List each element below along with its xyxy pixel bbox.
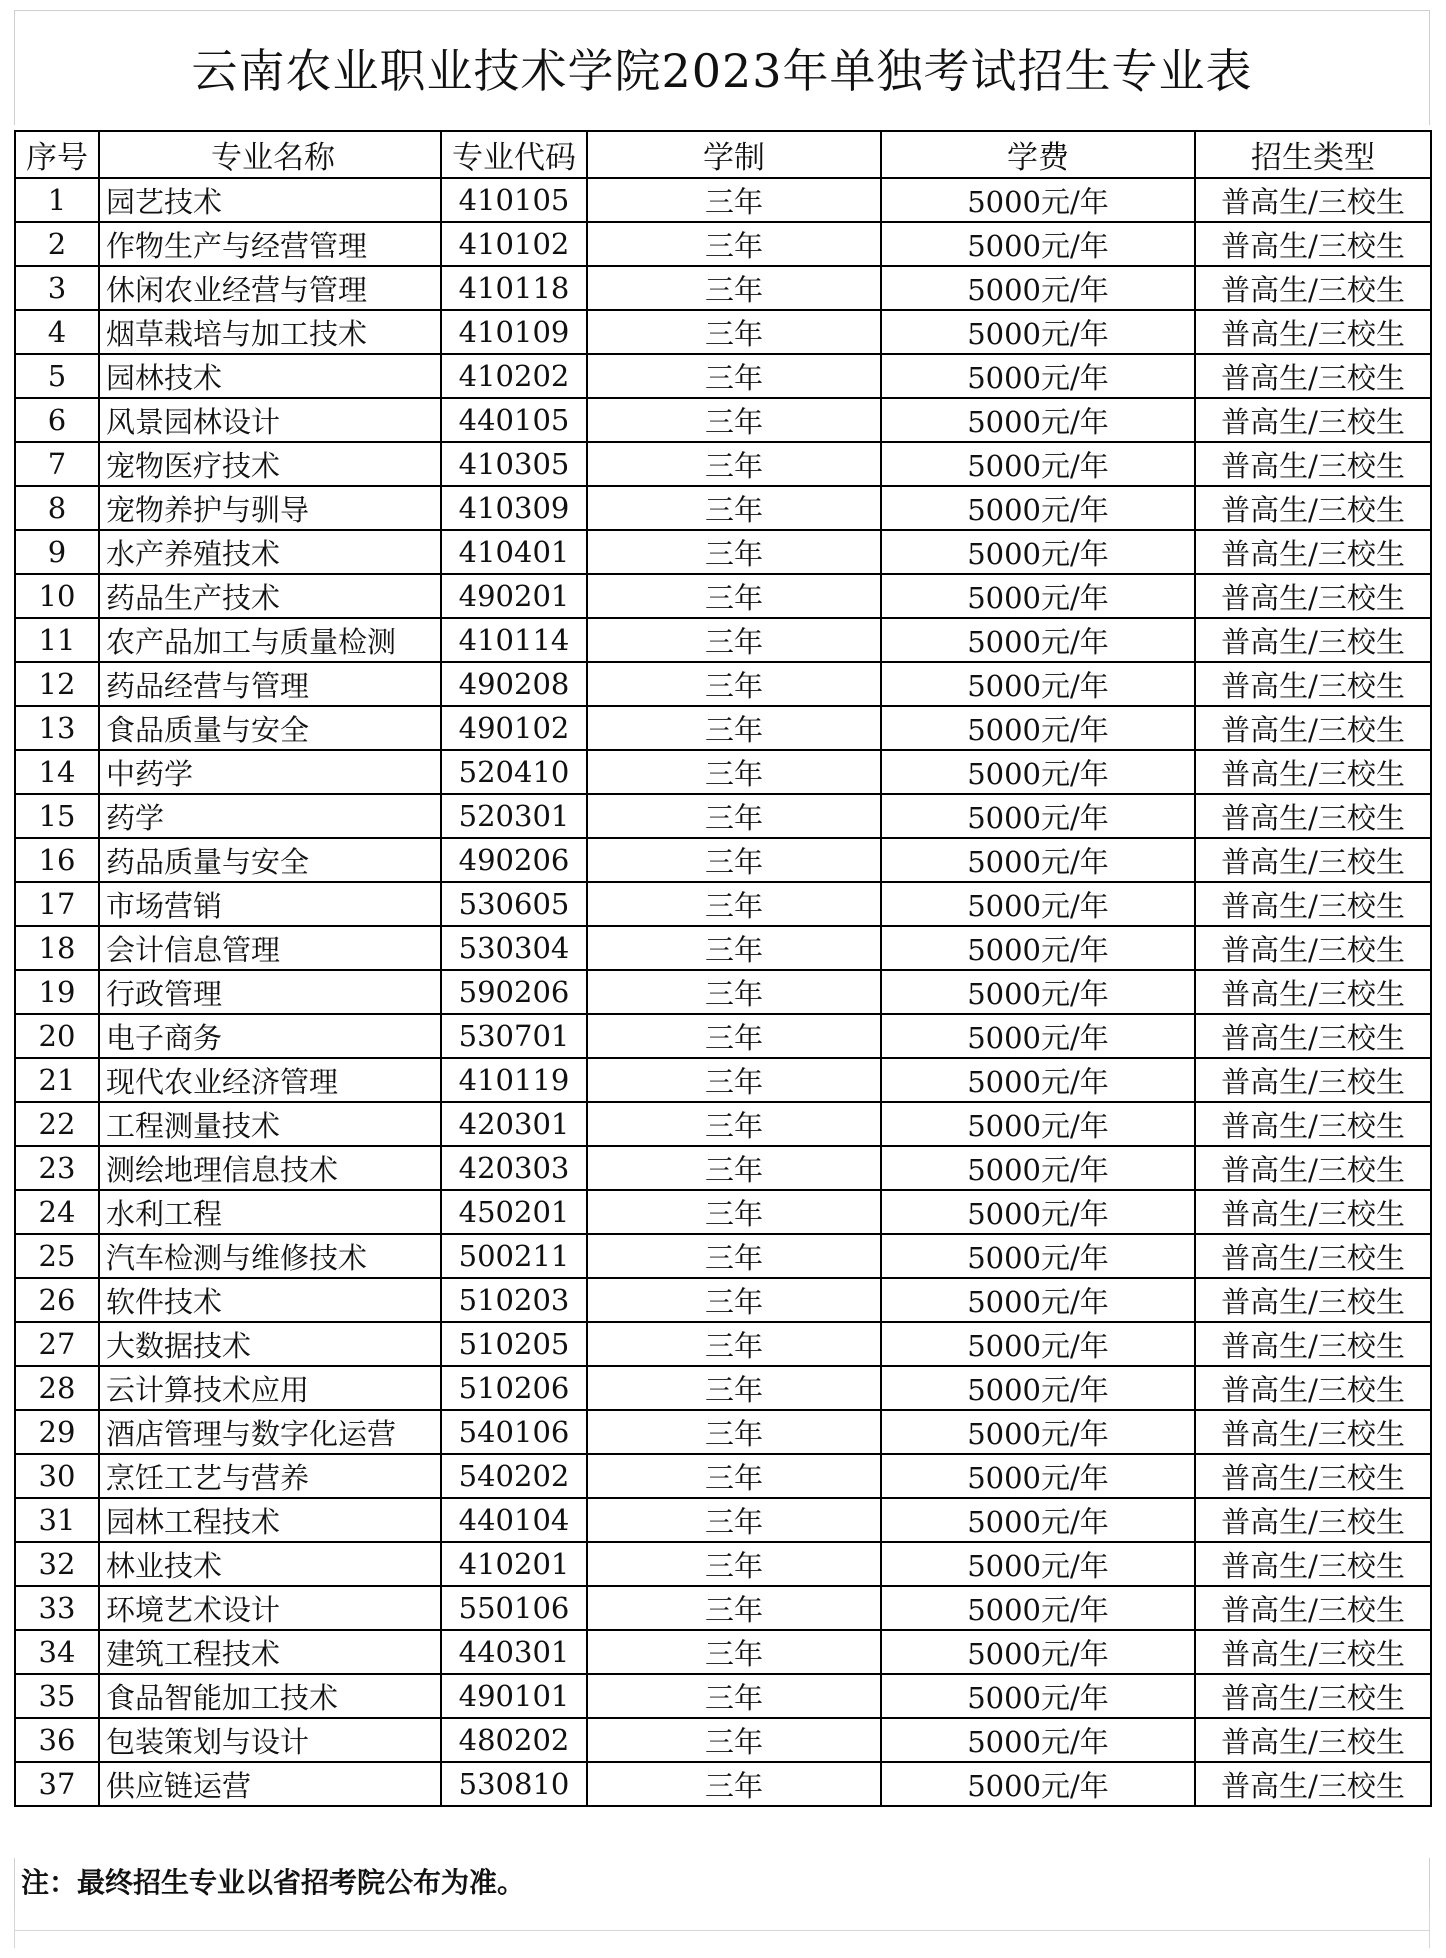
row-no-cell: 25 [15, 1234, 99, 1278]
row-no-cell: 16 [15, 838, 99, 882]
major-name-cell: 工程测量技术 [99, 1102, 441, 1146]
tuition-cell: 5000元/年 [881, 706, 1195, 750]
row-no-cell: 5 [15, 354, 99, 398]
major-code-cell: 530701 [441, 1014, 587, 1058]
major-code-cell: 410118 [441, 266, 587, 310]
enrollment-type-cell: 普高生/三校生 [1195, 1762, 1431, 1806]
duration-cell: 三年 [587, 1630, 881, 1674]
row-no-cell: 37 [15, 1762, 99, 1806]
table-row [15, 398, 1431, 442]
duration-cell: 三年 [587, 838, 881, 882]
major-name-cell: 软件技术 [99, 1278, 441, 1322]
table-row [15, 882, 1431, 926]
major-code-cell: 420301 [441, 1102, 587, 1146]
row-no-cell: 24 [15, 1190, 99, 1234]
tuition-cell: 5000元/年 [881, 926, 1195, 970]
major-name-cell: 宠物医疗技术 [99, 442, 441, 486]
duration-cell: 三年 [587, 486, 881, 530]
table-row [15, 1586, 1431, 1630]
major-code-cell: 410202 [441, 354, 587, 398]
table-row [15, 574, 1431, 618]
header-duration: 学制 [587, 131, 881, 178]
duration-cell: 三年 [587, 530, 881, 574]
major-name-cell: 农产品加工与质量检测 [99, 618, 441, 662]
major-code-cell: 530605 [441, 882, 587, 926]
row-no-cell: 18 [15, 926, 99, 970]
tuition-cell: 5000元/年 [881, 178, 1195, 222]
major-name-cell: 烟草栽培与加工技术 [99, 310, 441, 354]
duration-cell: 三年 [587, 970, 881, 1014]
grid-line [1429, 1908, 1430, 1948]
duration-cell: 三年 [587, 706, 881, 750]
duration-cell: 三年 [587, 1278, 881, 1322]
table-row [15, 706, 1431, 750]
major-code-cell: 410102 [441, 222, 587, 266]
major-name-cell: 包装策划与设计 [99, 1718, 441, 1762]
major-code-cell: 520410 [441, 750, 587, 794]
tuition-cell: 5000元/年 [881, 1014, 1195, 1058]
header-no: 序号 [15, 131, 99, 178]
enrollment-type-cell: 普高生/三校生 [1195, 1674, 1431, 1718]
row-no-cell: 23 [15, 1146, 99, 1190]
table-row [15, 1322, 1431, 1366]
tuition-cell: 5000元/年 [881, 1454, 1195, 1498]
enrollment-type-cell: 普高生/三校生 [1195, 1542, 1431, 1586]
header-major-code: 专业代码 [441, 131, 587, 178]
enrollment-type-cell: 普高生/三校生 [1195, 1322, 1431, 1366]
duration-cell: 三年 [587, 882, 881, 926]
row-no-cell: 22 [15, 1102, 99, 1146]
major-code-cell: 490101 [441, 1674, 587, 1718]
major-name-cell: 环境艺术设计 [99, 1586, 441, 1630]
tuition-cell: 5000元/年 [881, 354, 1195, 398]
enrollment-type-cell: 普高生/三校生 [1195, 1234, 1431, 1278]
major-name-cell: 市场营销 [99, 882, 441, 926]
enrollment-type-cell: 普高生/三校生 [1195, 222, 1431, 266]
tuition-cell: 5000元/年 [881, 838, 1195, 882]
row-no-cell: 36 [15, 1718, 99, 1762]
table-row [15, 442, 1431, 486]
major-code-cell: 410305 [441, 442, 587, 486]
grid-line [14, 1908, 15, 1948]
tuition-cell: 5000元/年 [881, 574, 1195, 618]
duration-cell: 三年 [587, 310, 881, 354]
major-code-cell: 590206 [441, 970, 587, 1014]
table-row [15, 266, 1431, 310]
row-no-cell: 10 [15, 574, 99, 618]
major-name-cell: 会计信息管理 [99, 926, 441, 970]
major-code-cell: 540106 [441, 1410, 587, 1454]
row-no-cell: 28 [15, 1366, 99, 1410]
duration-cell: 三年 [587, 354, 881, 398]
row-no-cell: 30 [15, 1454, 99, 1498]
major-name-cell: 电子商务 [99, 1014, 441, 1058]
major-name-cell: 风景园林设计 [99, 398, 441, 442]
table-row [15, 1014, 1431, 1058]
major-name-cell: 园林技术 [99, 354, 441, 398]
tuition-cell: 5000元/年 [881, 1674, 1195, 1718]
tuition-cell: 5000元/年 [881, 398, 1195, 442]
major-code-cell: 410119 [441, 1058, 587, 1102]
enrollment-type-cell: 普高生/三校生 [1195, 310, 1431, 354]
tuition-cell: 5000元/年 [881, 1718, 1195, 1762]
major-code-cell: 540202 [441, 1454, 587, 1498]
header-enrollment-type: 招生类型 [1195, 131, 1431, 178]
enrollment-type-cell: 普高生/三校生 [1195, 1586, 1431, 1630]
row-no-cell: 13 [15, 706, 99, 750]
enrollment-type-cell: 普高生/三校生 [1195, 970, 1431, 1014]
duration-cell: 三年 [587, 1718, 881, 1762]
table-row [15, 1410, 1431, 1454]
major-name-cell: 园艺技术 [99, 178, 441, 222]
major-name-cell: 食品质量与安全 [99, 706, 441, 750]
major-code-cell: 440105 [441, 398, 587, 442]
row-no-cell: 19 [15, 970, 99, 1014]
duration-cell: 三年 [587, 1234, 881, 1278]
tuition-cell: 5000元/年 [881, 1322, 1195, 1366]
major-code-cell: 490206 [441, 838, 587, 882]
enrollment-type-cell: 普高生/三校生 [1195, 926, 1431, 970]
table-row [15, 222, 1431, 266]
enrollment-type-cell: 普高生/三校生 [1195, 750, 1431, 794]
tuition-cell: 5000元/年 [881, 1542, 1195, 1586]
major-code-cell: 510205 [441, 1322, 587, 1366]
enrollment-type-cell: 普高生/三校生 [1195, 1146, 1431, 1190]
tuition-cell: 5000元/年 [881, 882, 1195, 926]
major-code-cell: 510203 [441, 1278, 587, 1322]
table-row [15, 794, 1431, 838]
major-name-cell: 建筑工程技术 [99, 1630, 441, 1674]
tuition-cell: 5000元/年 [881, 486, 1195, 530]
major-name-cell: 汽车检测与维修技术 [99, 1234, 441, 1278]
major-code-cell: 440301 [441, 1630, 587, 1674]
tuition-cell: 5000元/年 [881, 1498, 1195, 1542]
major-name-cell: 水产养殖技术 [99, 530, 441, 574]
tuition-cell: 5000元/年 [881, 1762, 1195, 1806]
major-name-cell: 行政管理 [99, 970, 441, 1014]
enrollment-type-cell: 普高生/三校生 [1195, 574, 1431, 618]
tuition-cell: 5000元/年 [881, 1102, 1195, 1146]
enrollment-type-cell: 普高生/三校生 [1195, 398, 1431, 442]
table-row [15, 1278, 1431, 1322]
row-no-cell: 9 [15, 530, 99, 574]
table-row [15, 1498, 1431, 1542]
table-row [15, 1102, 1431, 1146]
row-no-cell: 21 [15, 1058, 99, 1102]
enrollment-type-cell: 普高生/三校生 [1195, 662, 1431, 706]
enrollment-type-cell: 普高生/三校生 [1195, 530, 1431, 574]
major-code-cell: 480202 [441, 1718, 587, 1762]
table-row [15, 926, 1431, 970]
row-no-cell: 3 [15, 266, 99, 310]
table-body [15, 178, 1431, 1806]
enrollment-type-cell: 普高生/三校生 [1195, 486, 1431, 530]
major-name-cell: 药品生产技术 [99, 574, 441, 618]
enrollment-type-cell: 普高生/三校生 [1195, 618, 1431, 662]
major-name-cell: 食品智能加工技术 [99, 1674, 441, 1718]
tuition-cell: 5000元/年 [881, 266, 1195, 310]
tuition-cell: 5000元/年 [881, 1630, 1195, 1674]
duration-cell: 三年 [587, 794, 881, 838]
major-code-cell: 410309 [441, 486, 587, 530]
tuition-cell: 5000元/年 [881, 750, 1195, 794]
enrollment-type-cell: 普高生/三校生 [1195, 1278, 1431, 1322]
enrollment-type-cell: 普高生/三校生 [1195, 794, 1431, 838]
major-code-cell: 490201 [441, 574, 587, 618]
duration-cell: 三年 [587, 1014, 881, 1058]
table-row [15, 1674, 1431, 1718]
major-code-cell: 530810 [441, 1762, 587, 1806]
duration-cell: 三年 [587, 1322, 881, 1366]
table-row [15, 1366, 1431, 1410]
major-code-cell: 490102 [441, 706, 587, 750]
table-row [15, 178, 1431, 222]
row-no-cell: 1 [15, 178, 99, 222]
major-code-cell: 510206 [441, 1366, 587, 1410]
row-no-cell: 11 [15, 618, 99, 662]
duration-cell: 三年 [587, 178, 881, 222]
table-row [15, 1190, 1431, 1234]
duration-cell: 三年 [587, 398, 881, 442]
table-row [15, 838, 1431, 882]
row-no-cell: 33 [15, 1586, 99, 1630]
tuition-cell: 5000元/年 [881, 1366, 1195, 1410]
tuition-cell: 5000元/年 [881, 310, 1195, 354]
major-code-cell: 520301 [441, 794, 587, 838]
enrollment-type-cell: 普高生/三校生 [1195, 1102, 1431, 1146]
major-name-cell: 云计算技术应用 [99, 1366, 441, 1410]
major-name-cell: 作物生产与经营管理 [99, 222, 441, 266]
duration-cell: 三年 [587, 1454, 881, 1498]
table-row [15, 662, 1431, 706]
duration-cell: 三年 [587, 926, 881, 970]
major-code-cell: 410105 [441, 178, 587, 222]
tuition-cell: 5000元/年 [881, 618, 1195, 662]
duration-cell: 三年 [587, 1674, 881, 1718]
enrollment-type-cell: 普高生/三校生 [1195, 354, 1431, 398]
row-no-cell: 31 [15, 1498, 99, 1542]
major-name-cell: 大数据技术 [99, 1322, 441, 1366]
major-code-cell: 450201 [441, 1190, 587, 1234]
tuition-cell: 5000元/年 [881, 1146, 1195, 1190]
tuition-cell: 5000元/年 [881, 1234, 1195, 1278]
duration-cell: 三年 [587, 1146, 881, 1190]
duration-cell: 三年 [587, 442, 881, 486]
enrollment-type-cell: 普高生/三校生 [1195, 1498, 1431, 1542]
table-row [15, 530, 1431, 574]
major-code-cell: 410114 [441, 618, 587, 662]
row-no-cell: 34 [15, 1630, 99, 1674]
majors-table [14, 130, 1432, 1807]
major-code-cell: 530304 [441, 926, 587, 970]
table-row [15, 354, 1431, 398]
table-header-row [15, 131, 1431, 178]
table-row [15, 750, 1431, 794]
row-no-cell: 8 [15, 486, 99, 530]
duration-cell: 三年 [587, 1762, 881, 1806]
duration-cell: 三年 [587, 1498, 881, 1542]
enrollment-type-cell: 普高生/三校生 [1195, 442, 1431, 486]
major-code-cell: 550106 [441, 1586, 587, 1630]
tuition-cell: 5000元/年 [881, 442, 1195, 486]
major-code-cell: 500211 [441, 1234, 587, 1278]
duration-cell: 三年 [587, 1058, 881, 1102]
table-row [15, 310, 1431, 354]
major-name-cell: 现代农业经济管理 [99, 1058, 441, 1102]
major-name-cell: 药品经营与管理 [99, 662, 441, 706]
major-name-cell: 测绘地理信息技术 [99, 1146, 441, 1190]
table-row [15, 1762, 1431, 1806]
row-no-cell: 15 [15, 794, 99, 838]
table-row [15, 1058, 1431, 1102]
row-no-cell: 17 [15, 882, 99, 926]
row-no-cell: 4 [15, 310, 99, 354]
enrollment-type-cell: 普高生/三校生 [1195, 178, 1431, 222]
major-name-cell: 中药学 [99, 750, 441, 794]
major-name-cell: 宠物养护与驯导 [99, 486, 441, 530]
duration-cell: 三年 [587, 266, 881, 310]
enrollment-type-cell: 普高生/三校生 [1195, 706, 1431, 750]
row-no-cell: 14 [15, 750, 99, 794]
enrollment-type-cell: 普高生/三校生 [1195, 838, 1431, 882]
row-no-cell: 35 [15, 1674, 99, 1718]
row-no-cell: 29 [15, 1410, 99, 1454]
major-code-cell: 410201 [441, 1542, 587, 1586]
table-row [15, 1146, 1431, 1190]
table-row [15, 1454, 1431, 1498]
tuition-cell: 5000元/年 [881, 970, 1195, 1014]
tuition-cell: 5000元/年 [881, 1278, 1195, 1322]
row-no-cell: 27 [15, 1322, 99, 1366]
table-row [15, 970, 1431, 1014]
tuition-cell: 5000元/年 [881, 530, 1195, 574]
major-code-cell: 490208 [441, 662, 587, 706]
duration-cell: 三年 [587, 662, 881, 706]
tuition-cell: 5000元/年 [881, 1190, 1195, 1234]
major-name-cell: 供应链运营 [99, 1762, 441, 1806]
row-no-cell: 32 [15, 1542, 99, 1586]
row-no-cell: 26 [15, 1278, 99, 1322]
page-title: 云南农业职业技术学院2023年单独考试招生专业表 [14, 10, 1430, 125]
duration-cell: 三年 [587, 1190, 881, 1234]
tuition-cell: 5000元/年 [881, 794, 1195, 838]
enrollment-type-cell: 普高生/三校生 [1195, 1058, 1431, 1102]
row-no-cell: 12 [15, 662, 99, 706]
duration-cell: 三年 [587, 222, 881, 266]
duration-cell: 三年 [587, 750, 881, 794]
tuition-cell: 5000元/年 [881, 662, 1195, 706]
major-code-cell: 410109 [441, 310, 587, 354]
table-row [15, 1234, 1431, 1278]
enrollment-type-cell: 普高生/三校生 [1195, 1014, 1431, 1058]
tuition-cell: 5000元/年 [881, 1058, 1195, 1102]
major-name-cell: 酒店管理与数字化运营 [99, 1410, 441, 1454]
tuition-cell: 5000元/年 [881, 1410, 1195, 1454]
footnote: 注：最终招生专业以省招考院公布为准。 [14, 1858, 1430, 1908]
major-name-cell: 林业技术 [99, 1542, 441, 1586]
enrollment-type-cell: 普高生/三校生 [1195, 266, 1431, 310]
enrollment-type-cell: 普高生/三校生 [1195, 1718, 1431, 1762]
enrollment-type-cell: 普高生/三校生 [1195, 1366, 1431, 1410]
major-name-cell: 烹饪工艺与营养 [99, 1454, 441, 1498]
grid-line [14, 1930, 1430, 1931]
enrollment-type-cell: 普高生/三校生 [1195, 1454, 1431, 1498]
tuition-cell: 5000元/年 [881, 222, 1195, 266]
tuition-cell: 5000元/年 [881, 1586, 1195, 1630]
enrollment-type-cell: 普高生/三校生 [1195, 1410, 1431, 1454]
duration-cell: 三年 [587, 1102, 881, 1146]
table-row [15, 1630, 1431, 1674]
major-name-cell: 水利工程 [99, 1190, 441, 1234]
enrollment-type-cell: 普高生/三校生 [1195, 1630, 1431, 1674]
table-row [15, 1718, 1431, 1762]
major-code-cell: 420303 [441, 1146, 587, 1190]
duration-cell: 三年 [587, 1410, 881, 1454]
row-no-cell: 6 [15, 398, 99, 442]
table-row [15, 1542, 1431, 1586]
duration-cell: 三年 [587, 1366, 881, 1410]
duration-cell: 三年 [587, 1586, 881, 1630]
row-no-cell: 7 [15, 442, 99, 486]
row-no-cell: 2 [15, 222, 99, 266]
table-row [15, 486, 1431, 530]
major-name-cell: 药品质量与安全 [99, 838, 441, 882]
major-name-cell: 休闲农业经营与管理 [99, 266, 441, 310]
enrollment-type-cell: 普高生/三校生 [1195, 1190, 1431, 1234]
major-name-cell: 药学 [99, 794, 441, 838]
table-row [15, 618, 1431, 662]
duration-cell: 三年 [587, 574, 881, 618]
row-no-cell: 20 [15, 1014, 99, 1058]
major-code-cell: 440104 [441, 1498, 587, 1542]
header-tuition: 学费 [881, 131, 1195, 178]
duration-cell: 三年 [587, 618, 881, 662]
enrollment-type-cell: 普高生/三校生 [1195, 882, 1431, 926]
major-name-cell: 园林工程技术 [99, 1498, 441, 1542]
header-major-name: 专业名称 [99, 131, 441, 178]
major-code-cell: 410401 [441, 530, 587, 574]
duration-cell: 三年 [587, 1542, 881, 1586]
